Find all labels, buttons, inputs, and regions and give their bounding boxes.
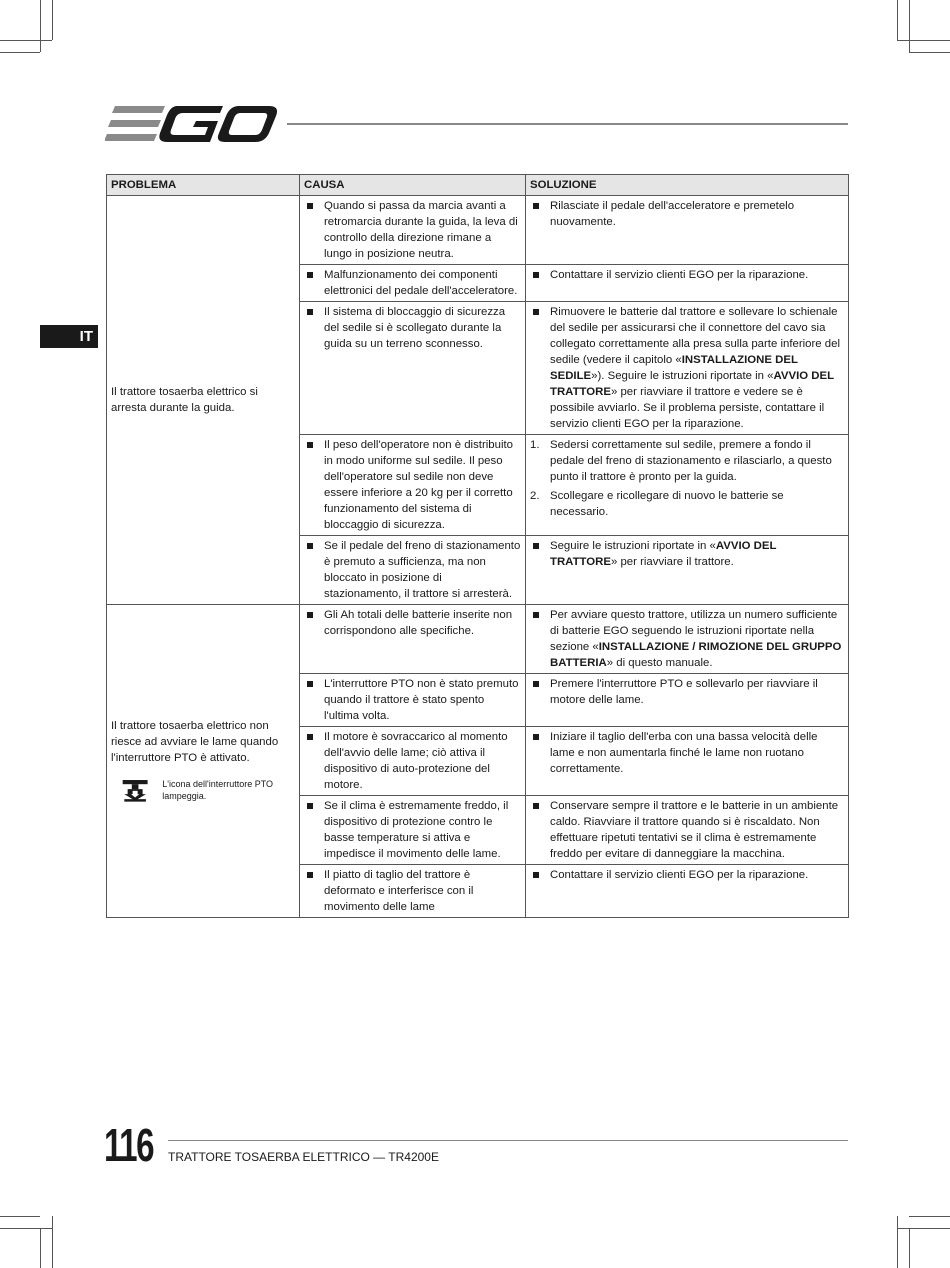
solution-cell [526, 674, 849, 727]
troubleshooting-table [106, 174, 849, 918]
cause-text: Se il clima è estremamente freddo, il dispositivo di protezione contro le basse temperature si attiva e impedisce il movimento delle lame. [304, 798, 521, 862]
cause-text: Malfunzionamento dei componenti elettronici del pedale dell'acceleratore. [304, 267, 521, 299]
solution-cell [526, 605, 849, 674]
cause-cell [300, 674, 526, 727]
cause-cell [300, 605, 526, 674]
solution-cell [526, 196, 849, 265]
solution-cell [526, 302, 849, 435]
crop-mark [52, 1216, 53, 1268]
solution-text: Rilasciate il pedale dell'acceleratore e premetelo nuovamente. [530, 198, 844, 230]
solution-text-part: » per riavviare il trattore e vedere se è possibile avviarlo. Se il problema persiste, contattare il servizio clienti EGO per la riparazione. [550, 386, 825, 430]
solution-text-part: Rimuovere le batterie dal trattore e sollevare lo schienale del sedile per assicurarsi che il connettore del cavo sia collegato correttamente alla presa sulla parte inferiore del sedile (vedere il capitolo « [550, 306, 840, 366]
solution-text [530, 538, 844, 570]
solution-text-part: Seguire le istruzioni riportate in « [550, 540, 716, 552]
step-text: Sedersi correttamente sul sedile, premere a fondo il pedale del freno di stazionamento e rilasciarlo, a questo punto il trattore è pronto per la guida. [550, 439, 832, 483]
solution-text: Premere l'interruttore PTO e sollevarlo per riavviare il motore delle lame. [530, 676, 844, 708]
step-number: 2. [530, 490, 540, 502]
header-cause: CAUSA [300, 175, 526, 196]
crop-mark [909, 52, 950, 53]
crop-mark [40, 1228, 41, 1268]
cause-cell [300, 796, 526, 865]
solution-step [530, 488, 844, 520]
cause-text: Quando si passa da marcia avanti a retromarcia durante la guida, la leva di controllo della direzione rimane a lungo in posizione neutra. [304, 198, 521, 262]
crop-mark [897, 0, 898, 40]
pto-note-text: L'icona dell'interruttore PTO lampeggia. [162, 779, 274, 801]
cause-text: Il sistema di bloccaggio di sicurezza del sedile si è scollegato durante la guida su un terreno sconnesso. [304, 304, 521, 352]
solution-cell [526, 536, 849, 605]
solution-text [530, 607, 844, 671]
header-problem: PROBLEMA [107, 175, 300, 196]
language-tab: IT [40, 325, 98, 348]
solution-section-ref: INSTALLAZIONE / RIMOZIONE DEL GRUPPO BATTERIA [550, 641, 842, 669]
crop-mark [897, 1216, 898, 1268]
cause-text: Gli Ah totali delle batterie inserite non corrispondono alle specifiche. [304, 607, 521, 639]
solution-text-part: »). Seguire le istruzioni riportate in « [591, 370, 774, 382]
crop-mark [909, 0, 910, 52]
cause-text: Il peso dell'operatore non è distribuito in modo uniforme sul sedile. Il peso dell'operatore sul sedile non deve essere inferiore a 20 kg per il corretto funzionamento del sistema di bloccaggio di sicurezza. [304, 437, 521, 533]
table-row [107, 196, 849, 265]
crop-mark [0, 40, 52, 41]
cause-text: Il motore è sovraccarico al momento dell'avvio delle lame; ciò attiva il dispositivo di auto-protezione del motore. [304, 729, 521, 793]
crop-mark [0, 1228, 52, 1229]
cause-cell [300, 727, 526, 796]
problem-cell [107, 605, 300, 918]
problem-cell [107, 196, 300, 605]
crop-mark [909, 1216, 950, 1217]
footer-rule [168, 1140, 848, 1141]
solution-section-ref: AVVIO DEL TRATTORE [550, 370, 834, 398]
cause-text: Il piatto di taglio del trattore è deformato e interferisce con il movimento delle lame [304, 867, 521, 915]
cause-text: L'interruttore PTO non è stato premuto quando il trattore è stato spento l'ultima volta. [304, 676, 521, 724]
crop-mark [40, 0, 41, 52]
problem-text: Il trattore tosaerba elettrico si arresta durante la guida. [111, 386, 258, 414]
solution-text-part: Per avviare questo trattore, utilizza un numero sufficiente di batterie EGO seguendo le istruzioni riportate nella sezione « [550, 609, 838, 653]
crop-mark [52, 0, 53, 40]
pto-switch-icon [121, 776, 154, 804]
cause-text: Se il pedale del freno di stazionamento è premuto a sufficienza, ma non bloccato in posizione di stazionamento, il trattore si arresterà. [304, 538, 521, 602]
solution-text: Contattare il servizio clienti EGO per la riparazione. [530, 267, 844, 283]
crop-mark [897, 40, 950, 41]
footer-title: TRATTORE TOSAERBA ELETTRICO — TR4200E [168, 1150, 439, 1164]
crop-mark [0, 1216, 40, 1217]
ego-logo [105, 102, 280, 146]
solution-text: Conservare sempre il trattore e le batterie in un ambiente caldo. Riavviare il trattore quando si è riscaldato. Non effettuare ripetuti tentativi se il clima è estremamente freddo per evitare di danneggiare la macchina. [530, 798, 844, 862]
cause-cell [300, 302, 526, 435]
solution-section-ref: INSTALLAZIONE DEL SEDILE [550, 354, 798, 382]
cause-cell [300, 536, 526, 605]
cause-cell [300, 435, 526, 536]
cause-cell [300, 196, 526, 265]
page-number: 116 [104, 1119, 154, 1171]
step-number: 1. [530, 439, 540, 451]
problem-text: Il trattore tosaerba elettrico non riesce ad avviare le lame quando l'interruttore PTO è attivato. [111, 720, 279, 764]
crop-mark [897, 1228, 950, 1229]
header-solution: SOLUZIONE [526, 175, 849, 196]
solution-text-part: » per riavviare il trattore. [610, 556, 734, 568]
header-rule [287, 123, 848, 125]
pto-icon-note [111, 776, 293, 804]
solution-cell [526, 435, 849, 536]
solution-text [530, 304, 844, 432]
solution-text-part: » di questo manuale. [606, 657, 713, 669]
solution-cell [526, 865, 849, 918]
solution-text: Contattare il servizio clienti EGO per la riparazione. [530, 867, 844, 883]
step-text: Scollegare e ricollegare di nuovo le batterie se necessario. [550, 490, 784, 518]
solution-step [530, 437, 844, 485]
solution-text: Iniziare il taglio dell'erba con una bassa velocità delle lame e non aumentarla finché le lame non ruotano correttamente. [530, 729, 844, 777]
crop-mark [0, 52, 40, 53]
crop-mark [909, 1228, 910, 1268]
table-header-row [107, 175, 849, 196]
cause-cell [300, 865, 526, 918]
solution-cell [526, 727, 849, 796]
solution-section-ref: AVVIO DEL TRATTORE [550, 540, 777, 568]
ego-logo-graphic [105, 102, 280, 146]
cause-cell [300, 265, 526, 302]
table-row [107, 605, 849, 674]
solution-cell [526, 265, 849, 302]
solution-cell [526, 796, 849, 865]
